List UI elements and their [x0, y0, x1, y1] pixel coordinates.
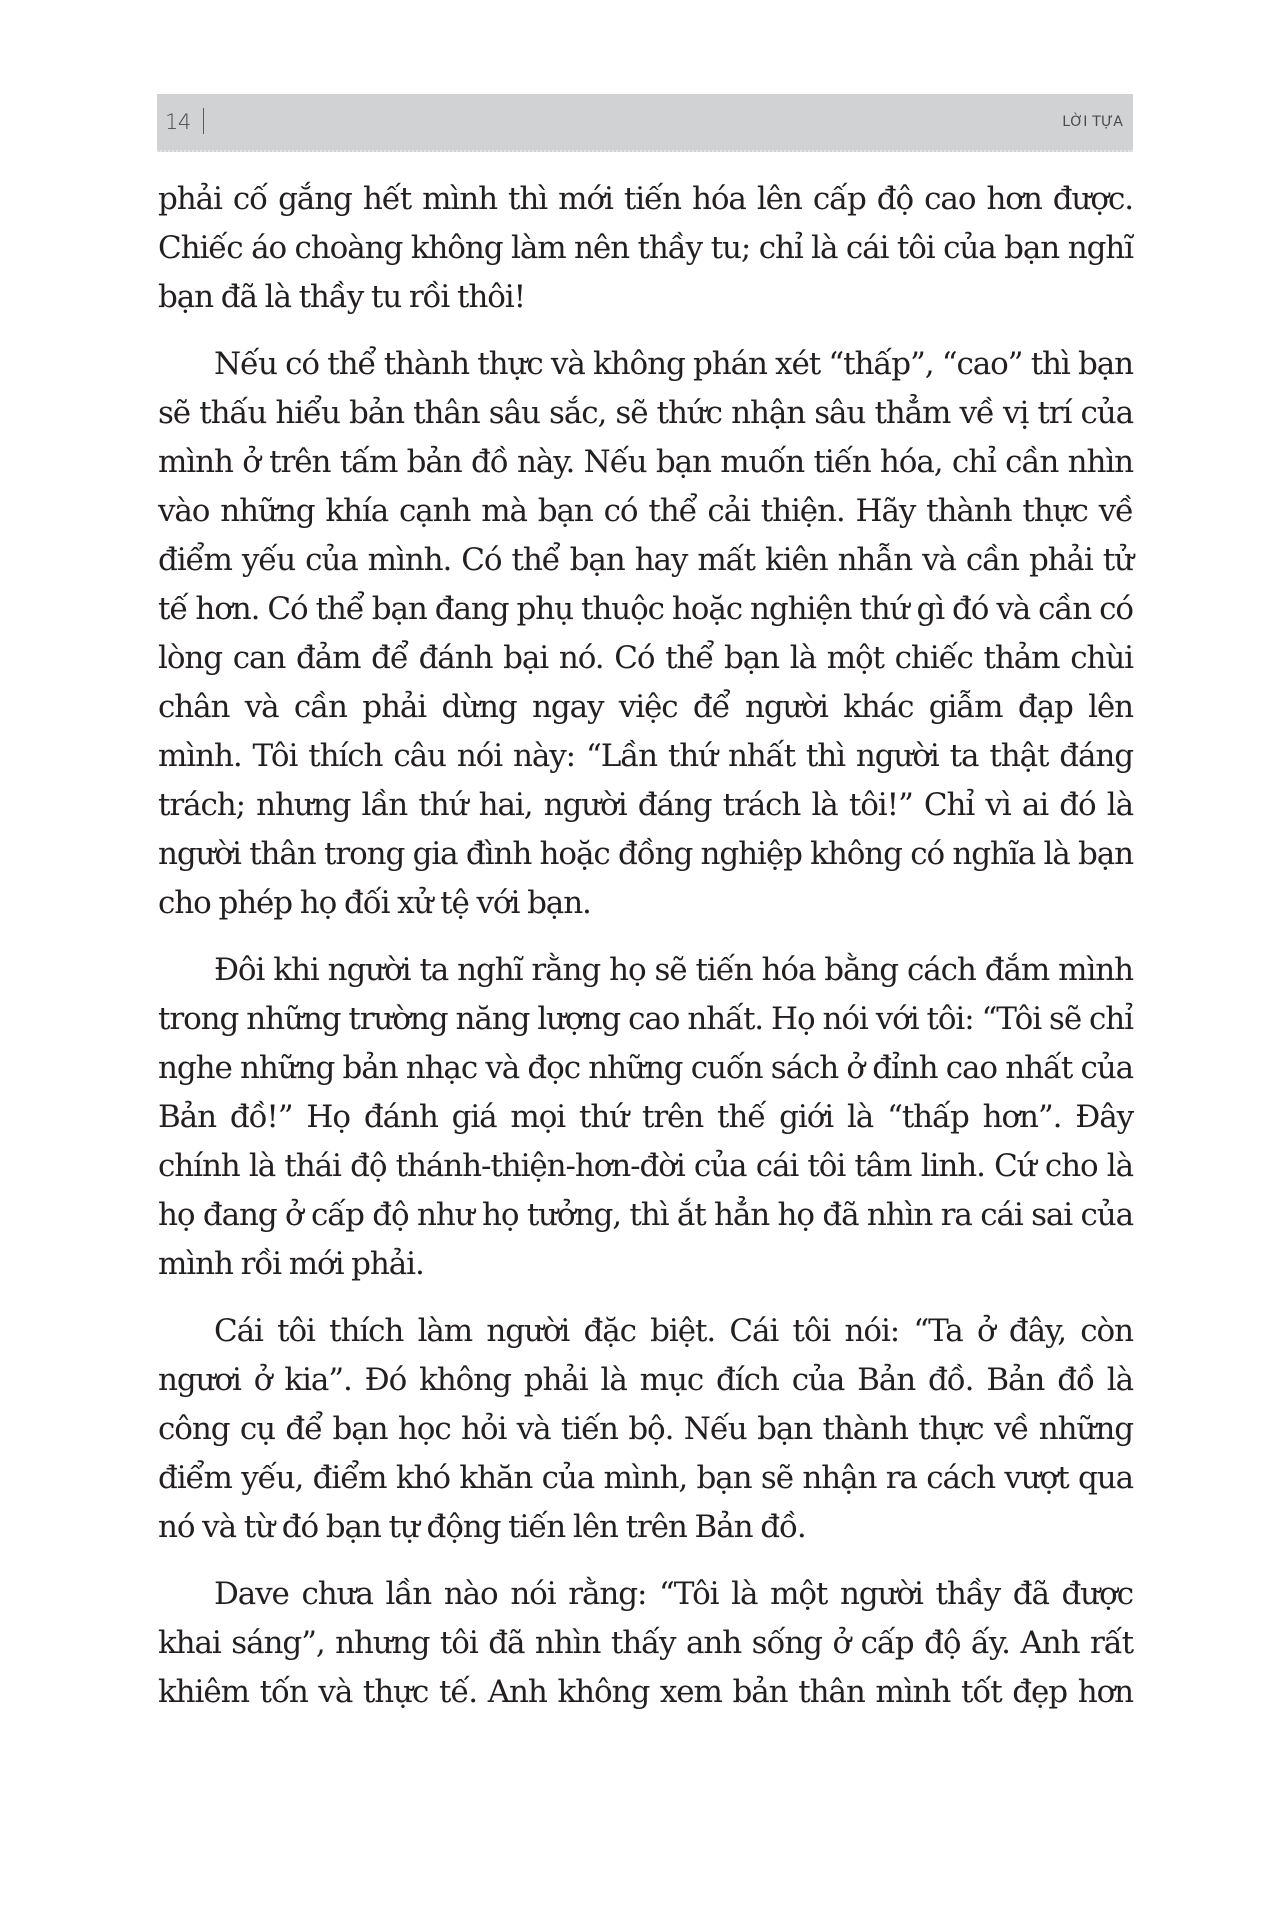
paragraph-5: Dave chưa lần nào nói rằng: “Tôi là một người thầy đã được khai sáng”, nhưng tôi đã nhìn thấy anh sống ở cấp độ ấy. Anh rất khiêm tốn và thực tế. Anh không xem bản thân mình tốt đẹp hơn — [158, 1576, 1133, 1710]
header-divider — [203, 108, 204, 134]
paragraph-2: Nếu có thể thành thực và không phán xét “thấp”, “cao” thì bạn sẽ thấu hiểu bản thân sâu sắc, sẽ thức nhận sâu thẳm về vị trí của mình ở trên tấm bản đồ này. Nếu bạn muốn tiến hóa, chỉ cần nhìn vào những khía cạnh mà bạn có thể cải thiện. Hãy thành thực về điểm yếu của mình. Có thể bạn hay mất kiên nhẫn và cần phải tử tế hơn. Có thể bạn đang phụ thuộc hoặc nghiện thứ gì đó và cần có lòng can đảm để đánh bại nó. Có thể bạn là một chiếc thảm chùi chân và cần phải dừng ngay việc để người khác giẫm đạp lên mình. Tôi thích câu nói này: “Lần thứ nhất thì người ta thật đáng trách; nhưng lần thứ hai, người đáng trách là tôi!” Chỉ vì ai đó là người thân trong gia đình hoặc đồng nghiệp không có nghĩa là bạn cho phép họ đối xử tệ với bạn. — [158, 346, 1133, 921]
paragraph-3: Đôi khi người ta nghĩ rằng họ sẽ tiến hóa bằng cách đắm mình trong những trường năng lượng cao nhất. Họ nói với tôi: “Tôi sẽ chỉ nghe những bản nhạc và đọc những cuốn sách ở đỉnh cao nhất của Bản đồ!” Họ đánh giá mọi thứ trên thế giới là “thấp hơn”. Đây chính là thái độ thánh-thiện-hơn-đời của cái tôi tâm linh. Cứ cho là họ đang ở cấp độ như họ tưởng, thì ắt hẳn họ đã nhìn ra cái sai của mình rồi mới phải. — [158, 952, 1133, 1282]
body-text — [158, 175, 1133, 1735]
paragraph-1: phải cố gắng hết mình thì mới tiến hóa lên cấp độ cao hơn được. Chiếc áo choàng không làm nên thầy tu; chỉ là cái tôi của bạn nghĩ bạn đã là thầy tu rồi thôi! — [158, 181, 1133, 315]
chapter-title: LỜI TỰA — [1062, 114, 1123, 130]
paragraph-4: Cái tôi thích làm người đặc biệt. Cái tôi nói: “Ta ở đây, còn ngươi ở kia”. Đó không phải là mục đích của Bản đồ. Bản đồ là công cụ để bạn học hỏi và tiến bộ. Nếu bạn thành thực về những điểm yếu, điểm khó khăn của mình, bạn sẽ nhận ra cách vượt qua nó và từ đó bạn tự động tiến lên trên Bản đồ. — [158, 1313, 1133, 1545]
page-number: 14 — [165, 110, 191, 134]
running-header — [157, 94, 1133, 152]
